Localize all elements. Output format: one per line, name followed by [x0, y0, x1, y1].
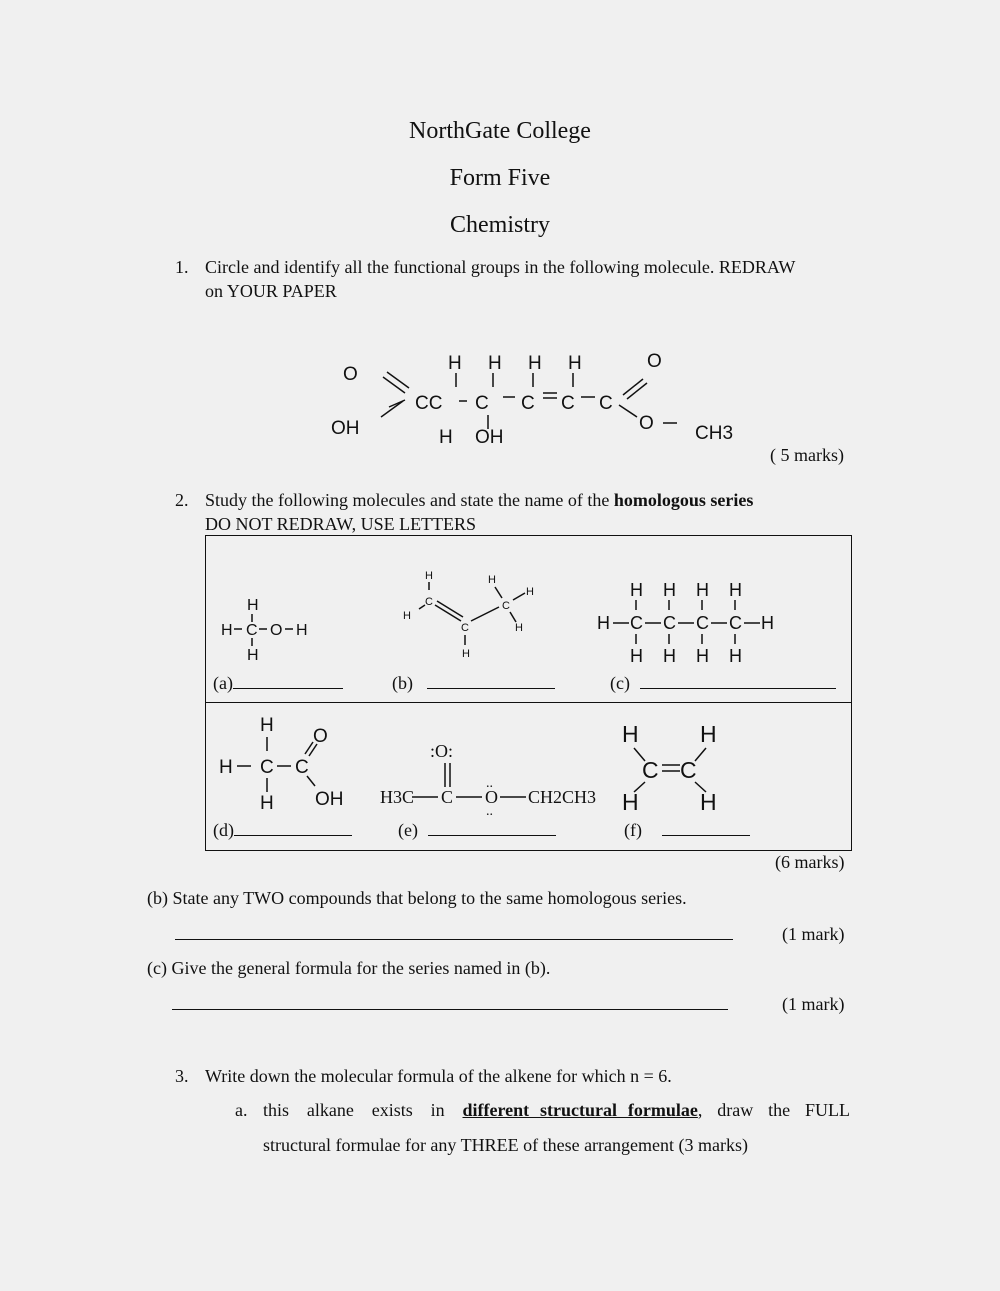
- label-a-text: (a): [213, 673, 233, 693]
- q2c-marks: (1 mark): [782, 994, 845, 1014]
- q3a-text-line1: [263, 1100, 850, 1121]
- b-h4: H: [488, 574, 496, 586]
- q2-number: 2.: [175, 490, 189, 510]
- q2c-answer-line: [172, 994, 728, 1015]
- c-h1: H: [630, 580, 643, 600]
- label-d-text: (d): [213, 820, 234, 840]
- f-c2: C: [680, 757, 697, 783]
- q3a-text-after: , draw the FULL: [697, 1100, 850, 1120]
- a-h-right: H: [296, 622, 308, 639]
- d-c2: C: [295, 757, 309, 778]
- c-h6: H: [663, 646, 676, 666]
- b-c2: C: [461, 622, 469, 634]
- label-c-text: (c): [610, 673, 630, 693]
- c-c3: C: [696, 613, 709, 633]
- label-b-text: (b): [392, 673, 413, 693]
- e-ch2ch3: CH2CH3: [528, 787, 597, 807]
- q3a-text-before: this alkane exists in: [263, 1100, 463, 1120]
- c-h5: H: [630, 646, 643, 666]
- a-o: O: [270, 622, 283, 639]
- q1-h4: H: [568, 353, 582, 374]
- label-a: [213, 673, 343, 694]
- d-h-bottom: H: [260, 793, 274, 812]
- c-h2: H: [663, 580, 676, 600]
- q1-o-right: O: [647, 351, 662, 372]
- q2b-marks: (1 mark): [782, 924, 845, 944]
- q2-text: [205, 490, 753, 511]
- b-h3: H: [462, 648, 470, 660]
- q1-c1: C: [475, 393, 489, 414]
- a-h-top: H: [247, 597, 259, 614]
- b-h2: H: [403, 610, 411, 622]
- subject-title: Chemistry: [450, 212, 550, 238]
- q2c-text: (c) Give the general formula for the series named in (b).: [147, 958, 551, 978]
- q1-marks: ( 5 marks): [770, 445, 844, 465]
- a-h-left: H: [221, 622, 233, 639]
- q2b-answer-line: [175, 924, 733, 945]
- q1-h1: H: [448, 353, 462, 374]
- q1-c2: C: [521, 393, 535, 414]
- form-title: Form Five: [449, 165, 551, 191]
- q1-oh-left: OH: [331, 418, 360, 439]
- d-o: O: [313, 726, 328, 747]
- c-c1: C: [630, 613, 643, 633]
- q1-text-line1: Circle and identify all the functional groups in the following molecule. REDRAW: [205, 257, 796, 277]
- q1-number: 1.: [175, 257, 189, 277]
- d-h-left: H: [219, 757, 233, 778]
- q1-molecule-diagram: [325, 345, 755, 455]
- molecule-e: [378, 735, 608, 825]
- q3a-text-bold: different structural formulae: [462, 1100, 698, 1120]
- q2-text-plain: Study the following molecules and state the name of the: [205, 490, 614, 510]
- molecule-f: [618, 718, 728, 813]
- a-c: C: [246, 622, 258, 639]
- e-c: C: [441, 787, 454, 807]
- q1-c4: C: [599, 393, 613, 414]
- label-e: [398, 820, 556, 841]
- q1-h2: H: [488, 353, 502, 374]
- q1-h3: H: [528, 353, 542, 374]
- q3-number: 3.: [175, 1066, 189, 1086]
- a-h-bottom: H: [247, 647, 259, 664]
- d-h-top: H: [260, 715, 274, 736]
- label-b: [392, 673, 555, 694]
- q3a-text-line2: structural formulae for any THREE of these arrangement (3 marks): [263, 1135, 748, 1155]
- d-c1: C: [260, 757, 274, 778]
- b-h6: H: [515, 622, 523, 634]
- c-h3: H: [696, 580, 709, 600]
- b-c1: C: [425, 596, 433, 608]
- q1-oh-bottom: OH: [475, 427, 504, 448]
- label-d: [213, 820, 352, 841]
- b-c3: C: [502, 600, 510, 612]
- f-h4: H: [700, 789, 717, 813]
- f-h3: H: [622, 789, 639, 813]
- c-h-left: H: [597, 613, 610, 633]
- c-c4: C: [729, 613, 742, 633]
- e-h3c: H3C: [380, 787, 415, 807]
- label-f: [624, 820, 750, 841]
- q1-o-left: O: [343, 364, 358, 385]
- label-e-text: (e): [398, 820, 418, 840]
- molecule-a: [215, 592, 325, 672]
- q1-ch3: CH3: [695, 423, 734, 444]
- q2-instruction: DO NOT REDRAW, USE LETTERS: [205, 514, 477, 534]
- c-h-right: H: [761, 613, 774, 633]
- e-o-ether: O: [485, 787, 498, 807]
- f-c1: C: [642, 757, 659, 783]
- q1-h-bottom: H: [439, 427, 453, 448]
- q3a-label: a.: [235, 1100, 248, 1120]
- molecule-b: [395, 565, 545, 660]
- svg-text:..: ..: [486, 804, 493, 819]
- q1-text-line2: on YOUR PAPER: [205, 281, 337, 301]
- b-h1: H: [425, 570, 433, 582]
- svg-text:..: ..: [486, 776, 493, 791]
- c-h7: H: [696, 646, 709, 666]
- q2-text-bold: homologous series: [613, 490, 754, 510]
- q1-o-ester: O: [639, 413, 654, 434]
- b-h5: H: [526, 586, 534, 598]
- label-f-text: (f): [624, 820, 642, 840]
- molecule-c: [595, 577, 785, 667]
- molecule-d: [215, 712, 355, 812]
- c-h8: H: [729, 646, 742, 666]
- q1-c3: C: [561, 393, 575, 414]
- q3-text: Write down the molecular formula of the alkene for which n = 6.: [205, 1066, 672, 1086]
- f-h1: H: [622, 721, 639, 747]
- d-oh: OH: [315, 789, 344, 810]
- c-h4: H: [729, 580, 742, 600]
- q1-cc: CC: [415, 393, 443, 414]
- e-o-top: :O:: [430, 741, 454, 761]
- label-c: [610, 673, 836, 694]
- q2b-text: (b) State any TWO compounds that belong to the same homologous series.: [147, 888, 687, 908]
- f-h2: H: [700, 721, 717, 747]
- c-c2: C: [663, 613, 676, 633]
- college-title: NorthGate College: [409, 118, 591, 144]
- q2-marks: (6 marks): [775, 852, 845, 872]
